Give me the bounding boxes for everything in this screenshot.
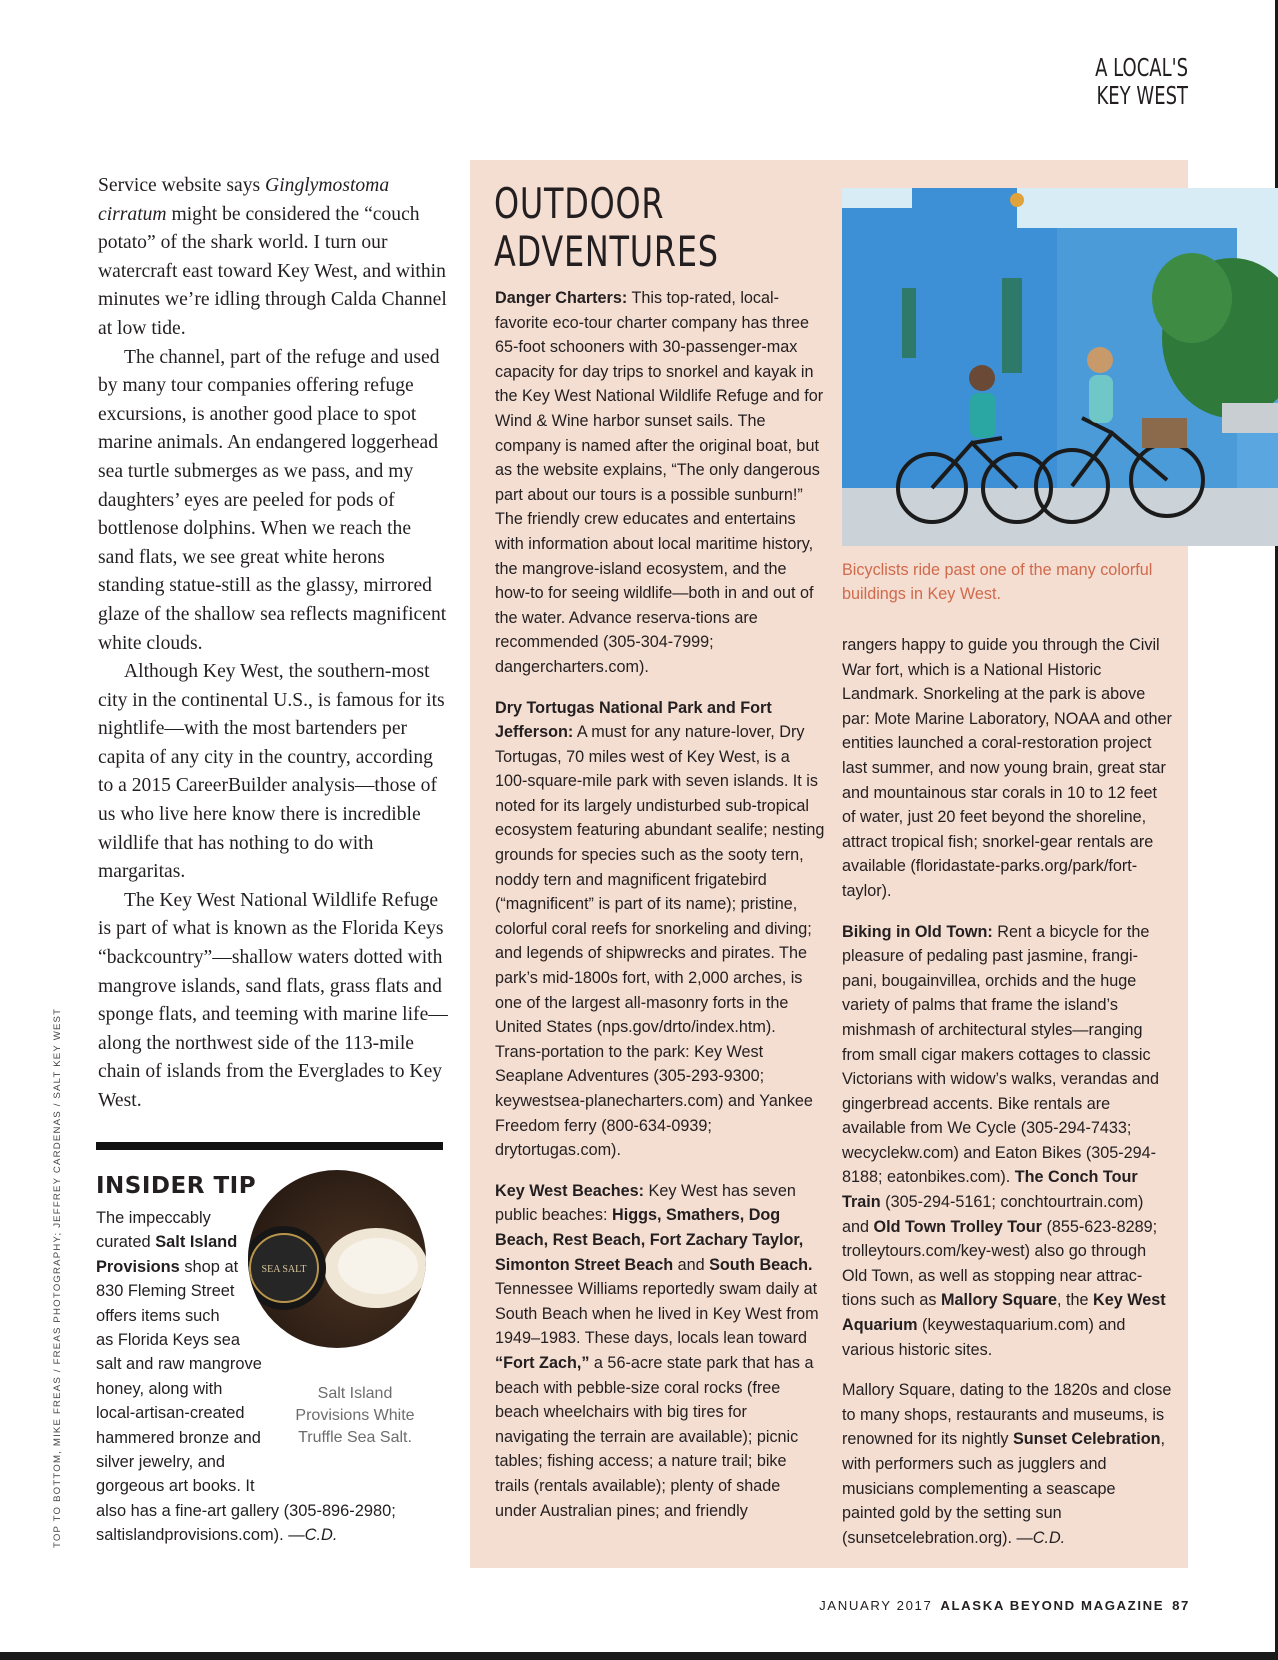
page-footer xyxy=(819,1598,1190,1613)
entry-heading: Key West Beaches: xyxy=(495,1181,645,1200)
entry-dry-tortugas: Dry Tortugas National Park and Fort Jefferson: A must for any nature-lover, Dry Tortugas, 70 miles west of Key West, is a 100-square-mile park with seven islands. It is noted for its largely undisturbed sub-tropical ecosystem featuring abundant sealife; nesting grounds for species such as the sooty tern, noddy tern and magnificent frigatebird (“magnificent” is part of its name); pristine, colorful coral reefs for snorkeling and diving; and legends of shipwrecks and pirates. The park’s mid-1800s fort, with 2,000 arches, is one of the largest all-masonry forts in the United States (nps.gov/drto/index.htm). Trans-portation to the park: Key West Seaplane Adventures (305-293-9300; keywestsea-planecharters.com) and Yankee Freedom ferry (800-634-0939; drytortugas.com). xyxy=(495,698,825,1160)
insider-tip-title: INSIDER TIP xyxy=(96,1173,257,1199)
main-article-column xyxy=(98,172,450,1116)
tip-signoff: C.D. xyxy=(304,1526,338,1545)
entry-heading: Biking in Old Town: xyxy=(842,922,993,941)
sidebar-column-middle xyxy=(495,286,825,1539)
issue-date: JANUARY 2017 xyxy=(819,1598,933,1613)
entry-heading: Dry Tortugas National Park and Fort Jefferson: xyxy=(495,698,772,742)
cyclist-2 xyxy=(1087,347,1113,373)
sidebar-signoff: C.D. xyxy=(1032,1528,1066,1547)
article-paragraph-1: Service website says Ginglymostoma cirratum might be considered the “couch potato” of the shark world. I turn our watercraft east toward Key West, and within minutes we’re idling through Calda Channel at low tide. xyxy=(98,175,447,339)
entry-mallory-square: Mallory Square, dating to the 1820s and close to many shops, restaurants and museums, is renowned for its nightly Sunset Celebration, with performers such as jugglers and musicians complementing a seascape painted gold by the setting sun (sunsetcelebration.org). —C.D. xyxy=(842,1381,1172,1547)
window-shutter xyxy=(1002,278,1022,373)
insider-tip-body: The impeccably curated Salt Island Provisions shop at 830 Fleming Street offers items such as Florida Keys sea salt and raw mangrove honey, along with local-artisan-created hammered bronze and silver jewelry, and gorgeous art books. It also has a fine-art gallery (305-896-2980; saltislandprovisions.com). —C.D. xyxy=(96,1209,396,1545)
bicyclists-illustration xyxy=(842,188,1278,546)
entry-beaches-continued: rangers happy to guide you through the Civil War fort, which is a National Historic Landmark. Snorkeling at the park is above par: Mote Marine Laboratory, NOAA and other entities launched a coral-restoration project last summer, and now young brain, great star and mountainous star corals in 10 to 12 feet of water, just 20 feet beyond the shoreline, attract tropical fish; snorkel-gear rentals are available (floridastate-parks.org/park/fort-taylor). xyxy=(842,636,1172,900)
entry-biking-old-town: Biking in Old Town: Rent a bicycle for the pleasure of pedaling past jasmine, frangi-pani, bougainvillea, orchids and the huge variety of palms that frame the island’s mishmash of architectural styles—ranging from small cigar makers cottages to classic Victorians with widow’s walks, verandas and gingerbread accents. Bike rentals are available from We Cycle (305-294-7433; wecyclekw.com) and Eaton Bikes (305-294-8188; eatonbikes.com). The Conch Tour Train (305-294-5161; conchtourtrain.com) and Old Town Trolley Tour (855-623-8289; trolleytours.com/key-west) also go through Old Town, as well as stopping near attrac-tions such as Mallory Square, the Key West Aquarium (keywestaquarium.com) and various historic sites. xyxy=(842,922,1166,1359)
sidebar-title: OUTDOOR ADVENTURES xyxy=(494,179,719,276)
running-head-line-1: A LOCAL'S xyxy=(1095,53,1188,82)
page-number: 87 xyxy=(1172,1598,1190,1613)
running-head xyxy=(1095,54,1188,110)
entry-danger-charters: Danger Charters: This top-rated, local-favorite eco-tour charter company has three 65-foot schooners with 30-passenger-max capacity for day trips to snorkel and kayak in the Key West National Wildlife Refuge and for Wind & Wine harbor sunset sails. The company is named after the original boat, but as the website explains, “The only dangerous part about our tours is a possible sunburn!” The friendly crew educates and entertains with information about local maritime history, the mangrove-island ecosystem, and the how-to for seeing wildlife—both in and out of the water. Advance reserva-tions are recommended (305-304-7999; dangercharters.com). xyxy=(495,289,824,676)
bicyclists-photo xyxy=(842,188,1278,546)
sea-salt-illustration xyxy=(248,1170,426,1348)
article-paragraph-2: The channel, part of the refuge and used by many tour companies offering refuge excursions, is another good place to spot marine animals. An endangered loggerhead sea turtle submerges as we pass, and my daughters’ eyes are peeled for pods of bottlenose dolphins. When we reach the sand flats, we see great white herons standing statue-still as the glassy, mirrored glaze of the shallow sea reflects magnificent white clouds. xyxy=(98,346,447,654)
insider-tip-rule xyxy=(96,1142,443,1150)
parked-car xyxy=(1222,403,1278,433)
page-edge-bottom xyxy=(0,1652,1278,1660)
sea-salt-photo xyxy=(248,1170,426,1348)
entry-heading: Danger Charters: xyxy=(495,289,628,307)
species-name: Ginglymostoma cirratum xyxy=(98,175,390,225)
magazine-name: ALASKA BEYOND MAGAZINE xyxy=(940,1598,1165,1613)
bicyclists-caption: Bicyclists ride past one of the many colorful buildings in Key West. xyxy=(842,561,1153,603)
street xyxy=(842,488,1278,546)
entry-key-west-beaches: Key West Beaches: Key West has seven public beaches: Higgs, Smathers, Dog Beach, Rest Beach, Fort Zachary Taylor, Simonton Street Beach and South Beach. Tennessee Williams reportedly swam daily at South Beach when he lived in Key West from 1949–1983. These days, locals lean toward “Fort Zach,” a 56-acre state park that has a beach with pebble-size coral rocks (free beach wheelchairs with big tires for navigating the terrain are available); picnic tables; fishing access; a nature trail; bike trails (rentals available); plenty of shade under Australian pines; and friendly xyxy=(495,1181,819,1520)
article-paragraph-3: Although Key West, the southern-most city in the continental U.S., is famous for its nightlife—with the most bartenders per capita of any city in the country, according to a 2015 CareerBuilder analysis—those of us who live here know there is incredible wildlife that has nothing to do with margaritas. xyxy=(98,661,445,883)
article-paragraph-4: The Key West National Wildlife Refuge is part of what is known as the Florida Keys “backcountry”—shallow waters dotted with mangrove islands, sand flats, grass flats and sponge flats, and teeming with marine life—along the northwest side of the 113-mile chain of islands from the Everglades to Key West. xyxy=(98,889,448,1111)
jar-label: SEA SALT xyxy=(261,1264,307,1275)
shop-name: Salt Island xyxy=(155,1233,238,1252)
running-head-line-2: KEY WEST xyxy=(1096,81,1188,110)
sea-salt-caption: Salt Island Provisions White Truffle Sea Salt. xyxy=(295,1385,415,1446)
photo-credit: TOP TO BOTTOM, MIKE FREAS / FREAS PHOTOGRAPHY; JEFFREY CARDENAS / SALT KEY WEST xyxy=(52,1007,63,1548)
sidebar-column-right xyxy=(842,633,1172,1566)
dog-basket xyxy=(1142,418,1187,448)
cyclist-1 xyxy=(969,365,995,391)
